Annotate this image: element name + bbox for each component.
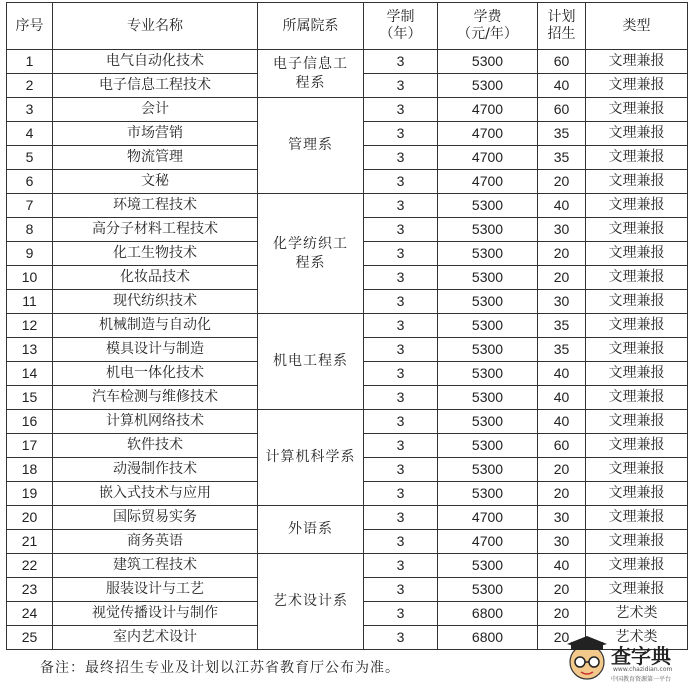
cell-fee: 4700	[438, 98, 538, 122]
cell-plan: 35	[538, 122, 586, 146]
cell-seq: 5	[7, 146, 53, 170]
cell-type: 文理兼报	[586, 410, 688, 434]
table-row	[7, 98, 688, 122]
cell-plan: 35	[538, 146, 586, 170]
cell-plan: 20	[538, 626, 586, 650]
cell-seq: 3	[7, 98, 53, 122]
cell-years: 3	[364, 218, 438, 242]
cell-type: 艺术类	[586, 602, 688, 626]
cell-plan: 40	[538, 362, 586, 386]
cell-fee: 5300	[438, 266, 538, 290]
cell-fee: 5300	[438, 218, 538, 242]
cell-years: 3	[364, 602, 438, 626]
cell-seq: 9	[7, 242, 53, 266]
header-plan-line1: 计划	[547, 9, 576, 25]
watermark-name: 查字典	[611, 644, 671, 668]
cell-type: 文理兼报	[586, 74, 688, 98]
cell-years: 3	[364, 506, 438, 530]
cell-major: 机械制造与自动化	[53, 314, 258, 338]
cell-major: 建筑工程技术	[53, 554, 258, 578]
cell-type: 文理兼报	[586, 530, 688, 554]
cell-major: 嵌入式技术与应用	[53, 482, 258, 506]
cell-fee: 5300	[438, 290, 538, 314]
cell-seq: 24	[7, 602, 53, 626]
table-row	[7, 314, 688, 338]
cell-seq: 7	[7, 194, 53, 218]
cell-department: 电子信息工程系	[258, 50, 364, 98]
cell-seq: 19	[7, 482, 53, 506]
cell-major: 国际贸易实务	[53, 506, 258, 530]
cell-seq: 11	[7, 290, 53, 314]
cell-years: 3	[364, 578, 438, 602]
cell-seq: 23	[7, 578, 53, 602]
header-type: 类型	[586, 3, 688, 50]
cell-type: 文理兼报	[586, 290, 688, 314]
cell-department: 机电工程系	[258, 314, 364, 410]
cell-major: 室内艺术设计	[53, 626, 258, 650]
cell-plan: 30	[538, 506, 586, 530]
cell-fee: 5300	[438, 386, 538, 410]
cell-seq: 12	[7, 314, 53, 338]
cell-major: 化工生物技术	[53, 242, 258, 266]
cell-major: 汽车检测与维修技术	[53, 386, 258, 410]
table-row	[7, 554, 688, 578]
cell-major: 机电一体化技术	[53, 362, 258, 386]
cell-department: 化学纺织工程系	[258, 194, 364, 314]
cell-years: 3	[364, 194, 438, 218]
cell-department: 外语系	[258, 506, 364, 554]
header-dept: 所属院系	[258, 3, 364, 50]
cell-fee: 5300	[438, 434, 538, 458]
cell-major: 物流管理	[53, 146, 258, 170]
header-fee-line2: （元/年）	[457, 26, 518, 42]
cell-years: 3	[364, 626, 438, 650]
watermark-url: www.chazidian.com	[613, 666, 673, 673]
cell-years: 3	[364, 98, 438, 122]
table-row	[7, 410, 688, 434]
cell-plan: 30	[538, 290, 586, 314]
cell-seq: 4	[7, 122, 53, 146]
cell-seq: 17	[7, 434, 53, 458]
cell-plan: 20	[538, 602, 586, 626]
cell-major: 会计	[53, 98, 258, 122]
cell-type: 文理兼报	[586, 314, 688, 338]
cell-seq: 22	[7, 554, 53, 578]
table-row	[7, 194, 688, 218]
header-fee	[438, 3, 538, 50]
cell-years: 3	[364, 290, 438, 314]
cell-fee: 4700	[438, 506, 538, 530]
cell-type: 艺术类	[586, 626, 688, 650]
cell-plan: 20	[538, 242, 586, 266]
cell-fee: 6800	[438, 626, 538, 650]
cell-major: 高分子材料工程技术	[53, 218, 258, 242]
cell-plan: 20	[538, 578, 586, 602]
cell-major: 服装设计与工艺	[53, 578, 258, 602]
cell-seq: 2	[7, 74, 53, 98]
header-plan-line2: 招生	[547, 26, 576, 42]
cell-years: 3	[364, 266, 438, 290]
cell-type: 文理兼报	[586, 266, 688, 290]
cell-type: 文理兼报	[586, 50, 688, 74]
cell-plan: 60	[538, 50, 586, 74]
cell-department: 管理系	[258, 98, 364, 194]
cell-type: 文理兼报	[586, 434, 688, 458]
cell-seq: 15	[7, 386, 53, 410]
cell-fee: 4700	[438, 530, 538, 554]
cell-seq: 18	[7, 458, 53, 482]
cell-seq: 13	[7, 338, 53, 362]
cell-type: 文理兼报	[586, 338, 688, 362]
cell-major: 商务英语	[53, 530, 258, 554]
cell-type: 文理兼报	[586, 506, 688, 530]
cell-fee: 5300	[438, 458, 538, 482]
cell-type: 文理兼报	[586, 146, 688, 170]
cell-plan: 40	[538, 74, 586, 98]
cell-years: 3	[364, 434, 438, 458]
cell-seq: 20	[7, 506, 53, 530]
cell-fee: 5300	[438, 50, 538, 74]
cell-major: 视觉传播设计与制作	[53, 602, 258, 626]
cell-fee: 5300	[438, 482, 538, 506]
cell-seq: 1	[7, 50, 53, 74]
cell-plan: 35	[538, 338, 586, 362]
header-years-line1: 学制	[386, 9, 415, 25]
cell-fee: 5300	[438, 74, 538, 98]
cell-fee: 5300	[438, 554, 538, 578]
cell-type: 文理兼报	[586, 386, 688, 410]
cell-years: 3	[364, 50, 438, 74]
cell-seq: 8	[7, 218, 53, 242]
cell-type: 文理兼报	[586, 458, 688, 482]
cell-major: 化妆品技术	[53, 266, 258, 290]
cell-years: 3	[364, 410, 438, 434]
cell-seq: 16	[7, 410, 53, 434]
footnote: 备注：最终招生专业及计划以江苏省教育厅公布为准。	[40, 660, 400, 676]
cell-seq: 21	[7, 530, 53, 554]
cell-plan: 60	[538, 98, 586, 122]
cell-type: 文理兼报	[586, 122, 688, 146]
cell-department: 计算机科学系	[258, 410, 364, 506]
cell-plan: 40	[538, 386, 586, 410]
cell-fee: 5300	[438, 362, 538, 386]
cell-years: 3	[364, 530, 438, 554]
cell-fee: 4700	[438, 170, 538, 194]
cell-major: 环境工程技术	[53, 194, 258, 218]
cell-plan: 20	[538, 266, 586, 290]
cell-fee: 4700	[438, 122, 538, 146]
cell-fee: 5300	[438, 314, 538, 338]
cell-plan: 30	[538, 218, 586, 242]
cell-type: 文理兼报	[586, 98, 688, 122]
header-fee-line1: 学费	[473, 9, 502, 25]
cell-years: 3	[364, 458, 438, 482]
cell-type: 文理兼报	[586, 218, 688, 242]
cell-seq: 14	[7, 362, 53, 386]
table-row	[7, 50, 688, 74]
cell-major: 模具设计与制造	[53, 338, 258, 362]
cell-years: 3	[364, 170, 438, 194]
header-years-line2: （年）	[379, 26, 422, 42]
cell-major: 电子信息工程技术	[53, 74, 258, 98]
cell-seq: 10	[7, 266, 53, 290]
cell-years: 3	[364, 74, 438, 98]
table-body	[7, 50, 688, 650]
header-years	[364, 3, 438, 50]
cell-plan: 20	[538, 482, 586, 506]
cell-years: 3	[364, 122, 438, 146]
cell-type: 文理兼报	[586, 194, 688, 218]
cell-years: 3	[364, 554, 438, 578]
cell-plan: 20	[538, 458, 586, 482]
mascot-icon	[565, 636, 609, 684]
header-major: 专业名称	[53, 3, 258, 50]
cell-major: 动漫制作技术	[53, 458, 258, 482]
cell-seq: 6	[7, 170, 53, 194]
enrollment-plan-table	[6, 2, 688, 650]
cell-fee: 5300	[438, 242, 538, 266]
cell-plan: 20	[538, 170, 586, 194]
table-header-row	[7, 3, 688, 50]
cell-years: 3	[364, 386, 438, 410]
cell-years: 3	[364, 314, 438, 338]
cell-plan: 40	[538, 410, 586, 434]
cell-plan: 60	[538, 434, 586, 458]
cell-years: 3	[364, 362, 438, 386]
cell-type: 文理兼报	[586, 554, 688, 578]
header-seq: 序号	[7, 3, 53, 50]
cell-fee: 5300	[438, 410, 538, 434]
cell-years: 3	[364, 338, 438, 362]
cell-fee: 6800	[438, 602, 538, 626]
cell-fee: 5300	[438, 578, 538, 602]
cell-major: 现代纺织技术	[53, 290, 258, 314]
cell-years: 3	[364, 482, 438, 506]
cell-seq: 25	[7, 626, 53, 650]
cell-fee: 4700	[438, 146, 538, 170]
header-plan	[538, 3, 586, 50]
cell-fee: 5300	[438, 194, 538, 218]
cell-type: 文理兼报	[586, 242, 688, 266]
table-row	[7, 506, 688, 530]
cell-major: 文秘	[53, 170, 258, 194]
cell-type: 文理兼报	[586, 362, 688, 386]
cell-major: 计算机网络技术	[53, 410, 258, 434]
cell-years: 3	[364, 146, 438, 170]
cell-fee: 5300	[438, 338, 538, 362]
watermark-slogan: 中国教育资源第一平台	[611, 676, 672, 683]
cell-plan: 40	[538, 554, 586, 578]
cell-plan: 35	[538, 314, 586, 338]
cell-type: 文理兼报	[586, 482, 688, 506]
cell-type: 文理兼报	[586, 578, 688, 602]
cell-type: 文理兼报	[586, 170, 688, 194]
cell-years: 3	[364, 242, 438, 266]
cell-plan: 30	[538, 530, 586, 554]
watermark-logo	[565, 636, 683, 684]
cell-department: 艺术设计系	[258, 554, 364, 650]
cell-major: 软件技术	[53, 434, 258, 458]
cell-plan: 40	[538, 194, 586, 218]
cell-major: 电气自动化技术	[53, 50, 258, 74]
cell-major: 市场营销	[53, 122, 258, 146]
